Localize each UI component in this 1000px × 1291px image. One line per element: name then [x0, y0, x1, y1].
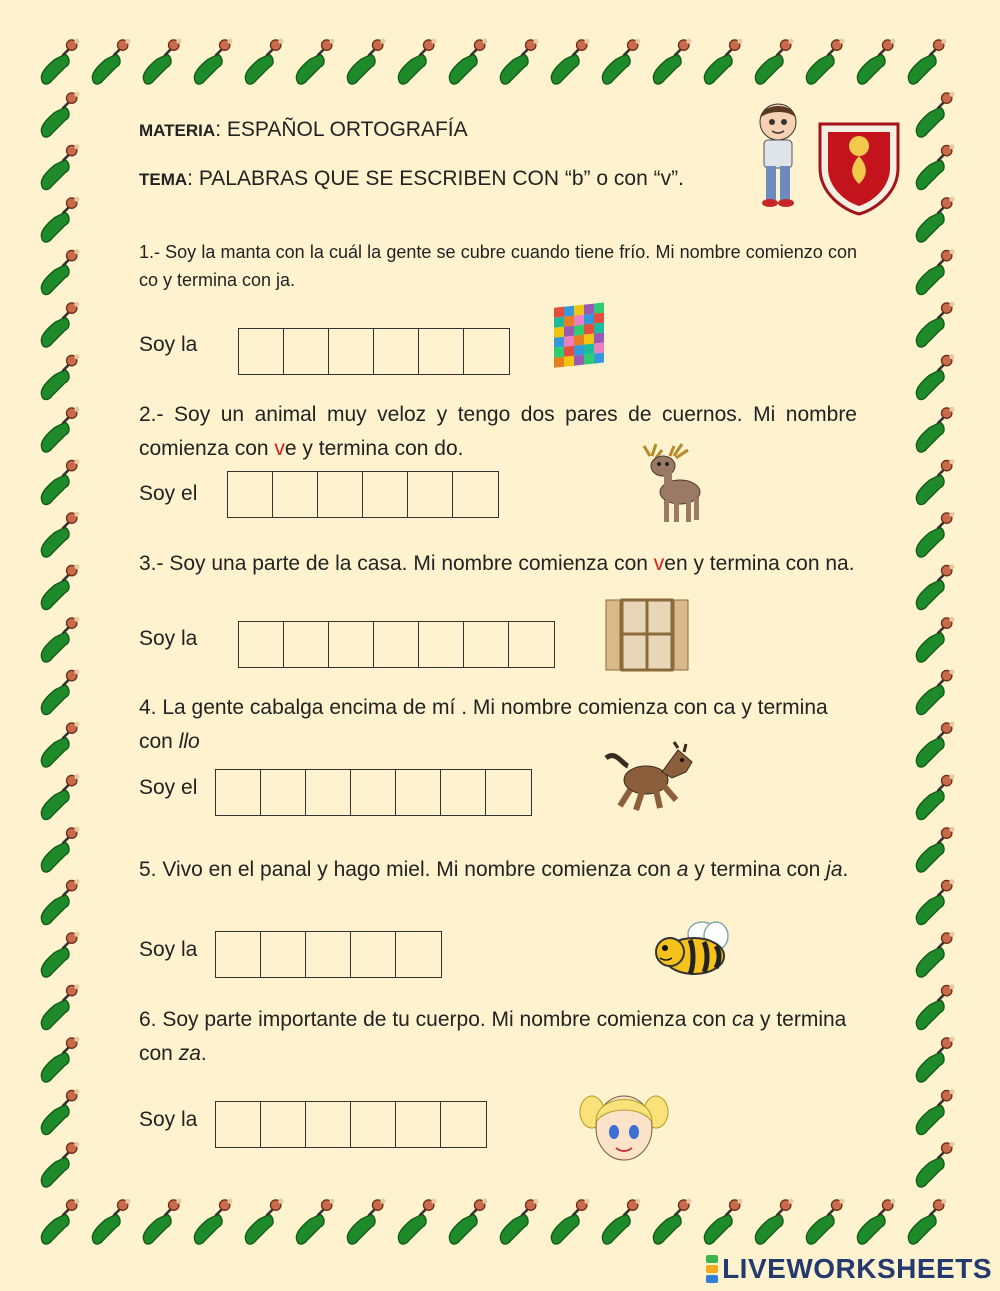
border-sprig-icon — [398, 39, 436, 84]
question-2-body: 2.- Soy un animal muy veloz y tengo dos pares de cuernos. Mi nombre comienza con — [139, 403, 857, 460]
border-sprig-icon — [500, 39, 538, 84]
border-sprig-icon — [806, 39, 844, 84]
border-sprig-icon — [916, 1037, 954, 1083]
border-sprig-icon — [916, 459, 954, 505]
question-5-italic-end: ja — [826, 858, 843, 881]
letter-box[interactable] — [306, 1102, 351, 1147]
border-sprig-icon — [41, 827, 79, 873]
question-5-period: . — [842, 858, 849, 881]
question-3-body: 3.- Soy una parte de la casa. Mi nombre comienza con — [139, 552, 654, 575]
border-sprig-icon — [92, 1199, 130, 1245]
question-4-italic: llo — [178, 730, 200, 753]
question-1-prefix: Soy la — [139, 333, 198, 356]
liveworksheets-brand[interactable] — [706, 1253, 992, 1285]
border-sprig-icon — [916, 512, 954, 557]
letter-box[interactable] — [363, 472, 408, 517]
boy-icon — [752, 100, 804, 208]
border-sprig-icon — [916, 92, 954, 138]
tema-line: TEMA: PALABRAS QUE SE ESCRIBEN CON “b” o con “v”. — [139, 167, 684, 190]
border-sprig-icon — [347, 1199, 385, 1245]
letter-box[interactable] — [273, 472, 318, 517]
letter-box[interactable] — [216, 770, 261, 815]
question-5-body: 5. Vivo en el panal y hago miel. Mi nombre comienza con — [139, 858, 677, 881]
question-6-period: . — [200, 1042, 207, 1065]
border-sprig-icon — [916, 249, 954, 295]
liveworksheets-brand-text: LIVEWORKSHEETS — [722, 1253, 992, 1284]
border-sprig-icon — [806, 1199, 844, 1245]
border-sprig-icon — [551, 39, 589, 84]
border-sprig-icon — [41, 722, 79, 768]
border-sprig-icon — [41, 459, 79, 505]
border-sprig-icon — [41, 92, 79, 138]
question-1-answer-boxes[interactable] — [238, 328, 510, 375]
border-sprig-icon — [908, 1199, 946, 1245]
question-3-body-end: en y termina con na. — [664, 552, 855, 575]
materia-value: ESPAÑOL ORTOGRAFÍA — [226, 118, 468, 141]
border-sprig-icon — [916, 984, 954, 1030]
border-sprig-icon — [916, 669, 954, 715]
border-sprig-icon — [92, 39, 130, 84]
border-sprig-icon — [41, 774, 79, 820]
border-sprig-icon — [41, 1089, 79, 1135]
question-6-prefix: Soy la — [139, 1108, 198, 1131]
letter-box[interactable] — [453, 472, 498, 517]
question-6-body-mid: y termina con — [139, 1008, 847, 1065]
border-sprig-icon — [194, 1199, 232, 1245]
question-5-answer-boxes[interactable] — [215, 931, 442, 978]
border-sprig-icon — [916, 722, 954, 768]
letter-box[interactable] — [464, 329, 509, 374]
border-sprig-icon — [41, 617, 79, 663]
border-sprig-icon — [704, 1199, 742, 1245]
bee-icon — [650, 918, 732, 978]
question-6-text — [139, 1003, 857, 1071]
border-sprig-icon — [916, 564, 954, 610]
border-sprig-icon — [551, 1199, 589, 1245]
border-sprig-icon — [916, 1089, 954, 1135]
border-sprig-icon — [449, 1199, 487, 1245]
window-icon — [604, 596, 690, 674]
school-crest-icon — [818, 118, 900, 216]
border-sprig-icon — [143, 39, 181, 84]
question-4-text — [139, 691, 857, 759]
border-sprig-icon — [602, 39, 640, 84]
letter-box[interactable] — [464, 622, 509, 667]
question-6-italic: ca — [731, 1008, 755, 1031]
border-sprig-icon — [41, 249, 79, 295]
border-sprig-icon — [916, 879, 954, 925]
border-sprig-icon — [245, 1199, 283, 1245]
border-sprig-icon — [41, 1142, 79, 1188]
girl-face-icon — [576, 1082, 672, 1170]
letter-box[interactable] — [239, 622, 284, 667]
border-sprig-icon — [41, 984, 79, 1030]
question-5-body-mid: y termina con — [688, 858, 827, 881]
quilt-icon — [552, 298, 608, 372]
border-sprig-icon — [296, 1199, 334, 1245]
border-sprig-icon — [857, 1199, 895, 1245]
letter-box[interactable] — [306, 770, 351, 815]
border-sprig-icon — [41, 302, 79, 348]
border-sprig-icon — [916, 774, 954, 820]
border-sprig-icon — [296, 39, 334, 84]
border-sprig-icon — [143, 1199, 181, 1245]
border-sprig-icon — [916, 302, 954, 348]
question-5-prefix: Soy la — [139, 938, 198, 961]
question-3-prefix: Soy la — [139, 627, 198, 650]
letter-box[interactable] — [486, 770, 531, 815]
border-sprig-icon — [755, 1199, 793, 1245]
question-2-red-letter: v — [274, 437, 285, 460]
question-1-text — [139, 238, 857, 294]
border-sprig-icon — [41, 1199, 79, 1245]
letter-box[interactable] — [228, 472, 273, 517]
question-5-italic: a — [676, 858, 689, 881]
letter-box[interactable] — [374, 329, 419, 374]
letter-box[interactable] — [284, 329, 329, 374]
letter-box[interactable] — [329, 622, 374, 667]
border-sprig-icon — [41, 39, 79, 84]
letter-box[interactable] — [441, 770, 486, 815]
letter-box[interactable] — [374, 622, 419, 667]
border-sprig-icon — [500, 1199, 538, 1245]
letter-box[interactable] — [239, 329, 284, 374]
letter-box[interactable] — [396, 932, 441, 977]
border-sprig-icon — [41, 354, 79, 400]
question-4-body: 4. La gente cabalga encima de mí . Mi nombre comienza con ca y termina con — [139, 696, 828, 753]
materia-label: MATERIA — [139, 121, 216, 140]
border-sprig-icon — [41, 564, 79, 610]
letter-box[interactable] — [318, 472, 363, 517]
question-4-answer-boxes[interactable] — [215, 769, 532, 816]
border-sprig-icon — [916, 932, 954, 978]
border-sprig-icon — [857, 39, 895, 84]
border-sprig-icon — [755, 39, 793, 84]
border-sprig-icon — [245, 39, 283, 84]
horse-icon — [602, 740, 698, 812]
letter-box[interactable] — [419, 329, 464, 374]
letter-box[interactable] — [306, 932, 351, 977]
border-sprig-icon — [916, 617, 954, 663]
letter-box[interactable] — [351, 770, 396, 815]
letter-box[interactable] — [441, 1102, 486, 1147]
question-6-answer-boxes[interactable] — [215, 1101, 487, 1148]
letter-box[interactable] — [261, 1102, 306, 1147]
border-sprig-icon — [653, 1199, 691, 1245]
border-sprig-icon — [916, 407, 954, 453]
border-sprig-icon — [916, 827, 954, 873]
border-sprig-icon — [41, 144, 79, 190]
letter-box[interactable] — [216, 1102, 261, 1147]
tema-value: PALABRAS QUE SE ESCRIBEN CON “b” o con “v”. — [198, 167, 684, 190]
letter-box[interactable] — [396, 770, 441, 815]
letter-box[interactable] — [419, 622, 464, 667]
border-sprig-icon — [602, 1199, 640, 1245]
letter-box[interactable] — [284, 622, 329, 667]
letter-box[interactable] — [396, 1102, 441, 1147]
question-6-italic-end: za — [178, 1042, 201, 1065]
border-sprig-icon — [347, 39, 385, 84]
border-sprig-icon — [916, 1142, 954, 1188]
border-sprig-icon — [41, 512, 79, 557]
border-sprig-icon — [41, 1037, 79, 1083]
deer-icon — [638, 442, 704, 524]
question-4-prefix: Soy el — [139, 776, 198, 799]
question-3-text — [139, 547, 857, 581]
question-3-answer-boxes[interactable] — [238, 621, 555, 668]
liveworksheets-logo-icon — [706, 1254, 718, 1284]
border-sprig-icon — [398, 1199, 436, 1245]
border-sprig-icon — [916, 197, 954, 243]
question-2-answer-boxes[interactable] — [227, 471, 499, 518]
border-sprig-icon — [916, 354, 954, 400]
question-3-red-letter: v — [653, 552, 665, 575]
question-5-text — [139, 853, 857, 887]
border-sprig-icon — [908, 39, 946, 84]
border-sprig-icon — [41, 407, 79, 453]
border-sprig-icon — [41, 669, 79, 715]
letter-box[interactable] — [509, 622, 554, 667]
question-2-body-end: e y termina con do. — [284, 437, 464, 460]
letter-box[interactable] — [351, 932, 396, 977]
border-sprig-icon — [704, 39, 742, 84]
letter-box[interactable] — [408, 472, 453, 517]
border-sprig-icon — [41, 879, 79, 925]
letter-box[interactable] — [329, 329, 374, 374]
question-6-body: 6. Soy parte importante de tu cuerpo. Mi nombre comienza con — [139, 1008, 732, 1031]
letter-box[interactable] — [261, 770, 306, 815]
border-sprig-icon — [41, 932, 79, 978]
tema-label: TEMA — [139, 170, 188, 189]
letter-box[interactable] — [216, 932, 261, 977]
question-1-body: 1.- Soy la manta con la cuál la gente se cubre cuando tiene frío. Mi nombre comienzo con co y termina con ja. — [139, 242, 857, 290]
border-sprig-icon — [41, 197, 79, 243]
letter-box[interactable] — [261, 932, 306, 977]
question-2-prefix: Soy el — [139, 482, 198, 505]
border-sprig-icon — [916, 144, 954, 190]
letter-box[interactable] — [351, 1102, 396, 1147]
border-sprig-icon — [653, 39, 691, 84]
border-sprig-icon — [194, 39, 232, 84]
border-sprig-icon — [449, 39, 487, 84]
materia-line: MATERIA: ESPAÑOL ORTOGRAFÍA — [139, 118, 468, 141]
question-2-text — [139, 398, 857, 466]
